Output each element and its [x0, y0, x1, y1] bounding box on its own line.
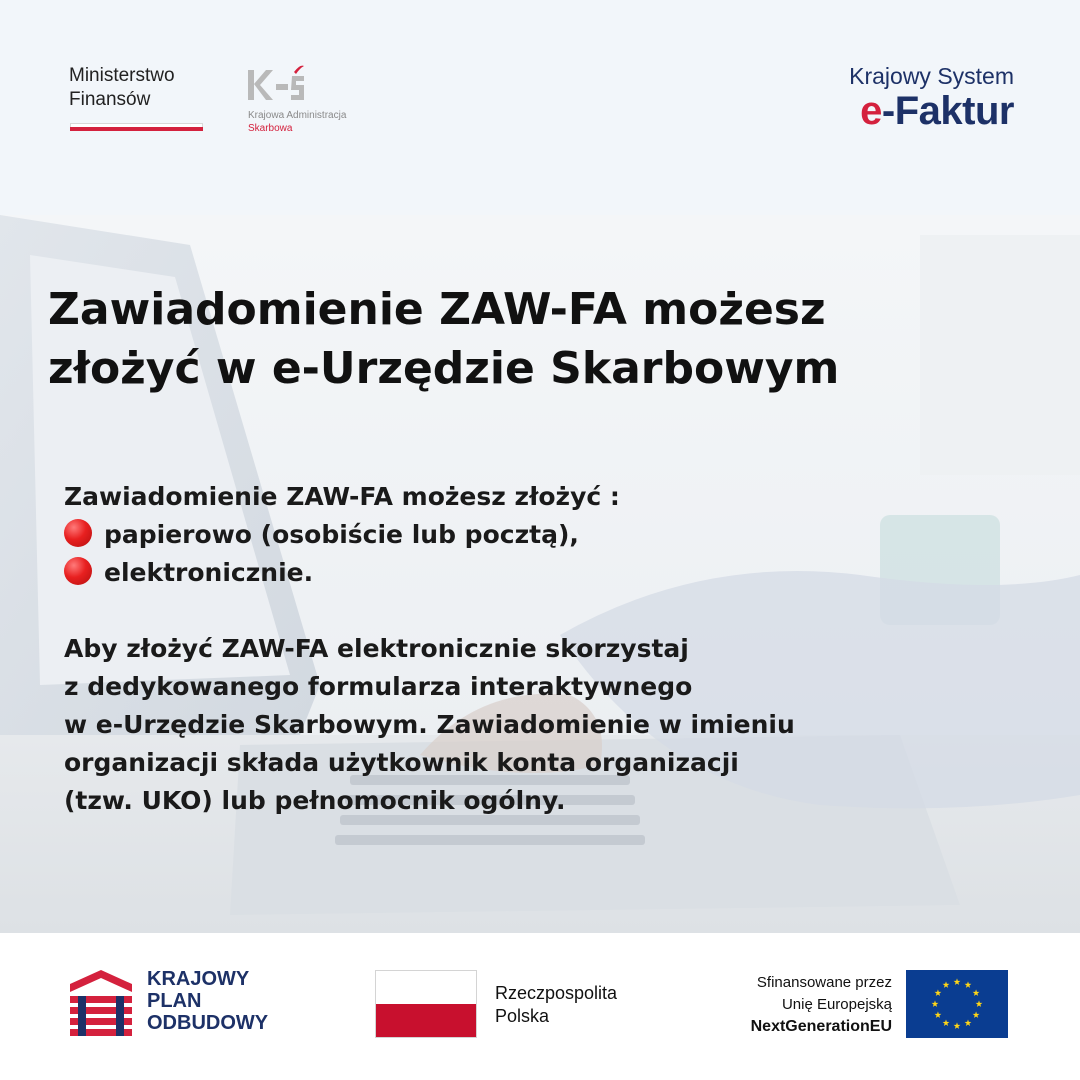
kas-logo-icon: [246, 62, 306, 108]
red-circle-icon: [64, 557, 92, 585]
ministry-name-line2: Finansów: [69, 89, 151, 110]
list-item-label: elektronicznie.: [104, 558, 314, 587]
eu-flag-icon: [906, 970, 1008, 1038]
ksef-logo-top: Krajowy System: [849, 63, 1014, 89]
body-text: [64, 478, 1044, 820]
ministry-name-line1: Ministerstwo: [69, 65, 175, 86]
paragraph-line: (tzw. UKO) lub pełnomocnik ogólny.: [64, 786, 566, 815]
eu-line3: NextGenerationEU: [750, 1018, 892, 1035]
ministry-logo: [69, 64, 175, 112]
rp-logo-text: [495, 982, 617, 1028]
ksef-logo-e: e: [860, 89, 882, 133]
headline: [48, 280, 839, 398]
list-item-label: papierowo (osobiście lub pocztą),: [104, 520, 579, 549]
ksef-logo-faktur: -Faktur: [881, 89, 1014, 133]
polish-flag-icon: [375, 970, 477, 1038]
paragraph-line: z dedykowanego formularza interaktywnego: [64, 672, 693, 701]
rp-line1: Rzeczpospolita: [495, 983, 618, 1003]
kpo-line1: KRAJOWY: [147, 968, 250, 990]
eu-line1: Sfinansowane przez: [756, 974, 892, 991]
paragraph-line: organizacji składa użytkownik konta organizacji: [64, 748, 739, 777]
eu-logo-text: [751, 972, 892, 1038]
kpo-line2: PLAN: [147, 990, 202, 1012]
paragraph-line: w e-Urzędzie Skarbowym. Zawiadomienie w imieniu: [64, 710, 795, 739]
list-item: [64, 554, 1044, 592]
eu-line2: Unię Europejską: [781, 996, 892, 1013]
headline-line1: Zawiadomienie ZAW-FA możesz: [48, 284, 826, 335]
rp-line2: Polska: [495, 1006, 550, 1026]
list-item: [64, 516, 1044, 554]
kpo-logo-text: [147, 968, 268, 1034]
kpo-line3: ODBUDOWY: [147, 1012, 269, 1034]
kpo-logo-icon: [70, 970, 132, 1040]
ministry-flag-bar: [70, 123, 203, 132]
paragraph-line: Aby złożyć ZAW-FA elektronicznie skorzystaj: [64, 634, 689, 663]
headline-line2: złożyć w e-Urzędzie Skarbowym: [48, 343, 840, 394]
red-circle-icon: [64, 519, 92, 547]
intro-line: Zawiadomienie ZAW-FA możesz złożyć :: [64, 482, 620, 511]
ksef-logo-main: [860, 89, 1014, 134]
kas-name-line2: Skarbowa: [248, 123, 293, 134]
kas-name-line1: Krajowa Administracja: [248, 110, 347, 121]
